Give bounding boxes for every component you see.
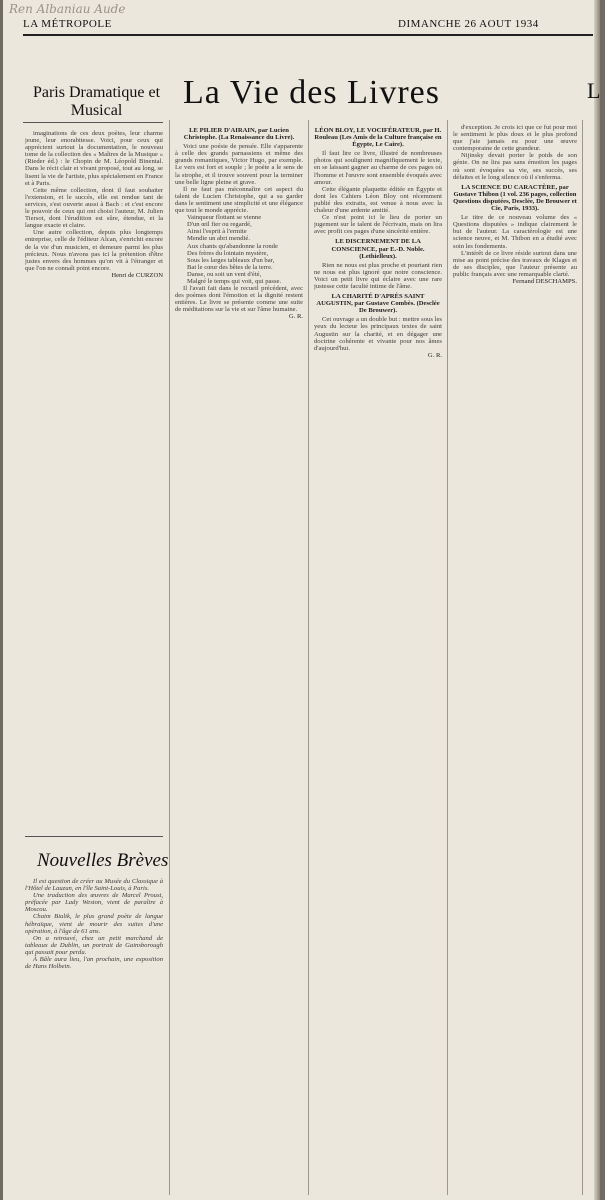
column-4 — [453, 124, 577, 1194]
masthead — [23, 18, 593, 32]
column-divider — [308, 120, 309, 1195]
article-paragraph: Nijinsky devait porter le poids de son génie. On ne lira pas sans émotion les pages où sont évoquées sa vie, ses succès, ses défaites et le long silence où il s'enferma. — [453, 152, 577, 181]
article-paragraph: imaginations de ces deux poètes, leur charme jeune, leur enorabitesse. Voici, pour ceux qui apprécient surtout la documentation, le nouveau tome de la collection des « Maîtres de la Musique » (Rieder éd.) : le Chopin de M. Léopold Binental. Dans le récit clair et vivant proposé, tout au long, se lisent la vie de l'artiste, plus spécialement en France et à Paris. — [25, 130, 163, 187]
article-signature: Fernand DESCHAMPS. — [512, 277, 577, 285]
article-signature: G. R. — [427, 351, 442, 359]
breve-item: On a retrouvé, chez un petit marchand de tableaux de Dublin, un portrait de Gainsborough qui passait pour perdu. — [25, 934, 163, 956]
article-signature: G. R. — [288, 313, 303, 321]
article-paragraph: Ce n'est point ici le lieu de porter un jugement sur le talent de l'écrivain, mais on lira avec profit ces pages d'une sincérité entière. — [314, 214, 442, 236]
article-paragraph: Cette élégante plaquette éditée en Égypte et dont les Cahiers Léon Bloy ont récemment publié des extraits, est venue à nous avec la chaleur d'une ardente amitié. — [314, 185, 442, 215]
breve-item: Chaim Bialik, le plus grand poète de langue hébraïque, vient de mourir des suites d'une opération, à l'âge de 61 ans. — [25, 913, 163, 935]
masthead-rule — [23, 34, 593, 36]
poem-line: Bat le cœur des bêtes de la terre. — [187, 263, 273, 271]
article-paragraph: d'exception. Je crois ici que ce fut pour moi le sentiment le plus doux et le plus profond que j'aie jamais eu pour une œuvre contemporaine de cette grandeur. — [453, 124, 577, 153]
cut-off-headline: L — [587, 78, 600, 103]
review-heading: LE DISCERNEMENT DE LA CONSCIENCE, par E.-D. Noble. (Lethielleux). — [331, 238, 425, 260]
article-paragraph: Une autre collection, depuis plus longtemps entreprise, celle de l'éditeur Alcan, s'enrichit encore de la vie d'un musicien, et demeure parmi les plus précieux. Nous n'avons pas ici la prétention d'être justes envers des hommes qu'on vit à l'étranger et que l'on ne connaît point encore. — [25, 229, 163, 272]
article-paragraph: Rien ne nous est plus proche et pourtant rien ne nous est plus ignoré que notre conscience. Voici un petit livre qui éclaire avec une rare justesse cette faculté intime de l'âme. — [314, 261, 442, 290]
article-signature: Henri de CURZON — [111, 271, 163, 279]
review-heading: LA SCIENCE DU CARACTÈRE, par Gustave Thibon (1 vol. 236 pages, collection Questions disputées, Desclée, De Brouwer et Cie, Paris, 1933). — [453, 183, 577, 213]
nouvelles-breves-title: Nouvelles Brèves — [37, 850, 169, 871]
column-divider — [582, 120, 583, 1195]
article-paragraph: Cet ouvrage a un double but : mettre sous les yeux du lecteur les principaux textes de saint Augustin sur la charité, et en dégager une doctrine cohérente et vivante pour nos âmes d'aujourd'hui. — [314, 316, 442, 352]
poem-line: Des frères du lointain mystère, — [187, 249, 269, 257]
page-edge-shadow — [594, 0, 600, 1200]
review-heading: LÉON BLOY, LE VOCIFÉRATEUR, par H. Rouleau (Les Amis de la Culture française en Égypte, Le Caire). — [314, 127, 442, 149]
paper-name: LA MÉTROPOLE — [23, 18, 112, 30]
page-headline: La Vie des Livres — [183, 74, 440, 111]
breve-item: Une traduction des œuvres de Marcel Proust, préfacée par Lady Weston, vient de paraître à Moscou. — [25, 892, 163, 914]
breve-item: À Bâle aura lieu, l'an prochain, une exposition de Hans Holbein. — [25, 956, 163, 971]
column-divider — [447, 120, 448, 1195]
issue-date: DIMANCHE 26 AOUT 1934 — [398, 18, 539, 30]
article-paragraph: Voici une poésie de pensée. Elle s'apparente à celle des grands parnassiens et même des grands romantiques, Victor Hugo, par exemple. Le vers est fort et souple ; le poète a le sens de la strophe, et il trouve souvent pour la terminer une belle ligne pleine et grave. — [175, 143, 303, 186]
article-paragraph: L'intérêt de ce livre réside surtout dans une mise au point précise des travaux de Klages et de ses disciples, que l'auteur présente au public français avec une remarquable clarté. — [453, 249, 577, 278]
article-paragraph: Il ne faut pas méconnaître cet aspect du talent de Lucien Christophe, qui a su garder dans le sentiment une simplicité et une élégance que tout le monde apprécie. — [175, 185, 303, 215]
poem-line: Aux chants qu'abandonne la ronde — [187, 242, 278, 250]
column-divider — [169, 120, 170, 1195]
review-heading: LA CHARITÉ D'APRÈS SAINT AUGUSTIN, par Gustave Combès. (Desclée De Brouwer). — [316, 293, 440, 315]
article-paragraph: Cette même collection, dont il faut souhaiter l'extension, et le succès, elle est rendue tant de services, s'est ouverte aussi à Bach : et c'est encore le pouvoir de ceux qui ont choisi l'auteur, M. Julien Tiersot, dont l'érudition est sûre, étendue, et la langue exacte et claire. — [25, 186, 163, 230]
column-1 — [25, 130, 163, 830]
article-paragraph: Il faut lire ce livre, illustré de nombreuses photos qui soulignent magnifiquement le texte, en se laissant gagner au charme de ces pages où l'homme et l'œuvre sont ensemble évoqués avec amour. — [314, 150, 442, 186]
breve-item: Il est question de créer au Musée du Classique à l'Hôtel de Lauzun, en l'île Saint-Louis, à Paris. — [25, 878, 163, 893]
breves-column — [25, 878, 163, 1193]
poem-line: Ainsi l'esprit à l'ermite — [187, 228, 247, 236]
section-rule — [23, 122, 163, 123]
poem-line: Danse, ou soit un vent d'été, — [187, 270, 262, 278]
column-2 — [175, 124, 303, 1194]
article-paragraph: Le titre de ce nouveau volume des « Questions disputées » indique clairement le but de l'auteur. La caractérologie est une science neuve, et M. Thibon en a étudié avec soin les fondements. — [453, 214, 577, 250]
poem-line: Malgré le temps qui voit, qui passe. — [187, 277, 282, 285]
poem-line: D'un œil fier ou regardé, — [187, 221, 252, 229]
newspaper-page — [3, 0, 600, 1200]
handwritten-note: Ren Albaniau Aude — [9, 2, 126, 16]
article-paragraph: Il l'avait fait dans le recueil précédent, avec des poèmes dont l'émotion et la dignité restent entières. Le livre se présente comme une suite de méditations sur la vie et sur l'âme humaine. — [175, 285, 303, 314]
poem-line: Mendie un abri mendié. — [187, 235, 250, 243]
breves-rule — [25, 836, 163, 837]
section-title: Paris Dramatique et Musical — [32, 84, 161, 119]
review-heading: LE PILIER D'AIRAIN, par Lucien Christophe. (La Renaissance du Livre). — [183, 127, 295, 142]
column-3 — [314, 124, 442, 1194]
poem-line: Vainqueur flottant se vienne — [187, 214, 262, 222]
poem-line: Sous les larges tableaux d'un bar, — [187, 256, 275, 264]
